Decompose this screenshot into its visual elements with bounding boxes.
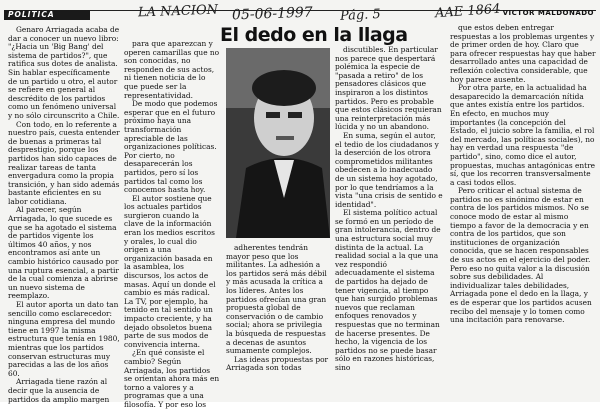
article-column-3 — [226, 244, 330, 394]
handwritten-source: LA NACION — [137, 2, 219, 21]
paragraph: Arriagada tiene razón al decir que la ausencia de partidos da amplio margen — [8, 377, 110, 404]
paragraph: que estos deben entregar respuestas a los problemas urgentes y de primer orden de hoy. Claro que para ofrecer respuestas hay que haber desarrollado antes una capacidad de reflexión colectiva considerable, que hoy parece ausente. — [450, 23, 596, 84]
paragraph: Genaro Arriagada acaba de dar a conocer un nuevo libro: "¿Hacia un 'Big Bang' del sistema de partidos?", que ratifica sus dotes de analista. Sin hablar específicamente de un partido u otro, el autor se refiere en general al descrédito de los partidos como un fenómeno universal y no sólo circunscrito a Chile. — [8, 25, 120, 120]
paragraph: El sistema político actual se formó en un período de gran intolerancia, dentro de una estructura social muy distinta de la actual. La realidad social a la que una vez respondió adecuadamente el sistema de partidos ha dejado de tener vigencia, al tiempo que han surgido problemas nuevos que reclaman enfoques renovados y respuestas que no terminan de hacerse presentes. De hecho, la vigencia de los partidos no se puede basar sólo en razones históricas, sino — [335, 208, 441, 372]
handwritten-archive-code: AAE 1864 — [434, 1, 501, 22]
paragraph: El autor sostiene que los actuales partidos surgieron cuando la clave de la información eran los medios escritos y orales, lo cual dio origen a una organización basada en la asamblea, los discursos, los actos de masas. Aquí un donde el cambio es más radical. La TV, por ejemplo, ha tenido en tal sentido un impacto creciente, y ha dejado obsoletos buena parte de sus modos de convivencia interna. — [124, 193, 216, 349]
paragraph: En suma, según el autor, el tedio de los ciudadanos y la deserción de los otrora comprometidos militantes obedecen a lo inadecuado de un sistema hoy agotado, por lo que tendríamos a la vista "una crisis de sentido e identidad". — [335, 130, 443, 209]
paragraph: Al parecer, según Arriagada, lo que sucede es que se ha agotado el sistema de partidos vigente los últimos 40 años, y nos encontramos así ante un cambio histórico causado por una ruptura esencial, a partir de la cual comienza a abrirse un nuevo sistema de reemplazo. — [8, 205, 119, 301]
article-column-4 — [335, 46, 443, 396]
section-label: POLITICA — [4, 10, 90, 20]
author-photo — [226, 48, 330, 238]
article-column-5 — [450, 24, 596, 396]
author-name: VICTOR MALDONADO — [502, 9, 594, 17]
paragraph: discutibles. En particular nos parece que despertará polémica la especie de "pasada a retiro" de los pensadores clásicos que inspiraron a los distintos partidos. Pero es probable que estos clásicos requieran una reinterpretación más lúcida y no un abandono. — [335, 45, 442, 132]
paragraph: El autor aporta un dato tan sencillo como esclarecedor: ninguna empresa del mundo tiene en 1997 la misma estructura que tenía en 1980, mientras que los partidos conservan estructuras muy parecidas a las de los años 60. — [8, 300, 120, 378]
article-column-1 — [8, 25, 120, 404]
paragraph: Por otra parte, en la actualidad ha desaparecido la demarcación nítida que antes existía entre los partidos. En efecto, en muchos muy importantes (la concepción del Estado, el juicio sobre la familia, el rol del mercado, las políticas sociales), no hay en verdad una respuesta "de partido", sino, como dice el autor, propuestas, muchas antagónicas entre sí, que los recorren transversalmente a casi todos ellos. — [450, 83, 595, 187]
paragraph: adherentes tendrán mayor peso que los militantes. La adhesión a los partidos será más débil y más acusada la crítica a los líderes. Antes los partidos ofrecían una gran propuesta global de conservación o de cambio social; ahora se privilegia la búsqueda de respuestas a decenas de asuntos sumamente complejos. — [226, 243, 327, 356]
paragraph: Pero criticar el actual sistema de partidos no es sinónimo de estar en contra de los partidos mismos. No se conoce modo de estar al mismo tiempo a favor de la democracia y en contra de los partidos, que son instituciones de organización conocida, que se hacen responsables de sus actos en el ejercicio del poder. Pero eso no quita valor a la discusión sobre sus debilidades. Al individualizar tales debilidades, Arriagada pone el dedo en la llaga, y es de esperar que los partidos acusen recibo del mensaje y lo tomen como una incitación para renovarse. — [450, 186, 592, 325]
paragraph: para que aparezcan y operen camarillas que no son conocidas, no responden de sus actos, ni tienen noticia de lo que puede ser la representatividad. — [124, 39, 220, 100]
handwritten-page: Pág. 5 — [339, 6, 382, 25]
paragraph: Las ideas propuestas por Arriagada son todas — [226, 354, 329, 373]
article-headline: El dedo en la llaga — [220, 24, 408, 46]
paragraph: ¿En qué consiste el cambio? Según Arriagada, los partidos se orientan ahora más en torno a valores y a programas que a una filosofía. Y por eso los — [124, 348, 220, 409]
article-column-2 — [124, 39, 220, 409]
paragraph: De modo que podemos esperar que en el futuro próximo haya una transformación apreciable de las organizaciones políticas. Por cierto, no desaparecerán los partidos, pero sí los partidos tal como los conocemos hasta hoy. — [124, 99, 218, 195]
handwritten-date: 05-06-1997 — [231, 4, 313, 24]
paragraph: Con todo, en lo referente a nuestro país, cuesta entender de buenas a primeras tal desprestigio, porque los partidos han sido capaces de realizar tareas de tanta envergadura como la propia transición, y han sido además bastante eficientes en su labor cotidiana. — [8, 119, 120, 206]
